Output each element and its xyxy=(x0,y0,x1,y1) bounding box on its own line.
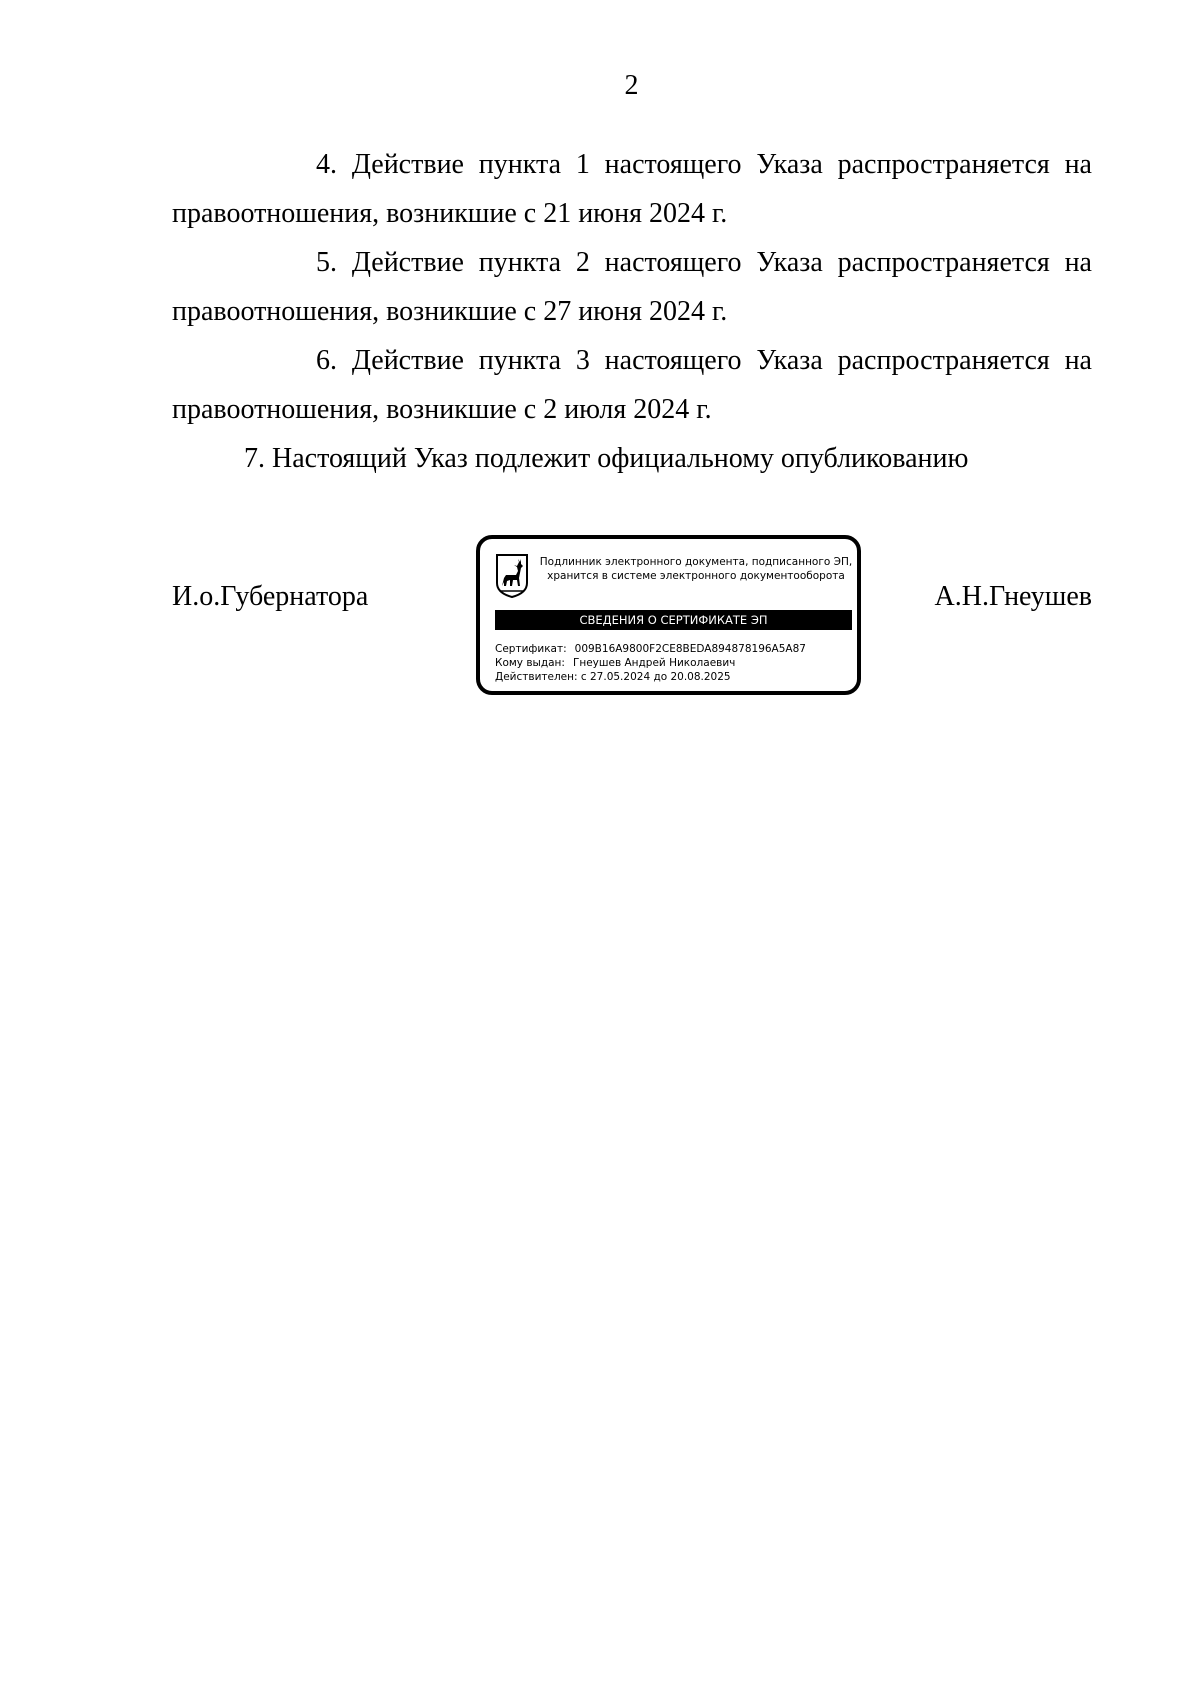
paragraph-number: 7. xyxy=(244,443,265,474)
electronic-signature-stamp xyxy=(476,535,861,695)
stamp-header-line: Подлинник электронного документа, подписанного ЭП, xyxy=(539,556,853,568)
document-body xyxy=(172,140,1092,483)
page-number: 2 xyxy=(624,70,639,101)
paragraph-number: 6. xyxy=(316,345,337,376)
signatory-role: И.о.Губернатора xyxy=(172,581,369,612)
signatory-name: А.Н.Гнеушев xyxy=(934,581,1092,612)
paragraph-text: Действие пункта 2 настоящего Указа распространяется на правоотношения, возникшие с 27 июня 2024 г. xyxy=(172,247,1092,327)
certificate-label: Сертификат: xyxy=(495,643,567,655)
certificate-value: 009B16A9800F2CE8BEDA894878196A5A87 xyxy=(574,643,806,655)
stamp-header-line: хранится в системе электронного документооборота xyxy=(547,570,845,582)
validity-value: с 27.05.2024 до 20.08.2025 xyxy=(580,671,731,683)
certificate-info-bar: СВЕДЕНИЯ О СЕРТИФИКАТЕ ЭП xyxy=(495,610,852,630)
certificate-row xyxy=(495,642,806,656)
certificate-details xyxy=(495,642,806,684)
paragraph-text: Настоящий Указ подлежит официальному опубликованию xyxy=(272,443,969,474)
paragraph-4 xyxy=(172,140,1092,238)
issued-to-value: Гнеушев Андрей Николаевич xyxy=(572,657,736,669)
deer-coat-of-arms-icon xyxy=(494,553,530,599)
paragraph-7 xyxy=(172,434,1092,483)
validity-row xyxy=(495,670,806,684)
issued-to-label: Кому выдан: xyxy=(495,657,565,669)
paragraph-number: 4. xyxy=(316,149,337,180)
paragraph-5 xyxy=(172,238,1092,336)
paragraph-6 xyxy=(172,336,1092,434)
paragraph-text: Действие пункта 1 настоящего Указа распространяется на правоотношения, возникшие с 21 июня 2024 г. xyxy=(172,149,1092,229)
issued-to-row xyxy=(495,656,806,670)
paragraph-text: Действие пункта 3 настоящего Указа распространяется на правоотношения, возникшие с 2 июля 2024 г. xyxy=(172,345,1092,425)
paragraph-number: 5. xyxy=(316,247,337,278)
validity-label: Действителен: xyxy=(495,671,578,683)
stamp-header xyxy=(536,555,856,583)
